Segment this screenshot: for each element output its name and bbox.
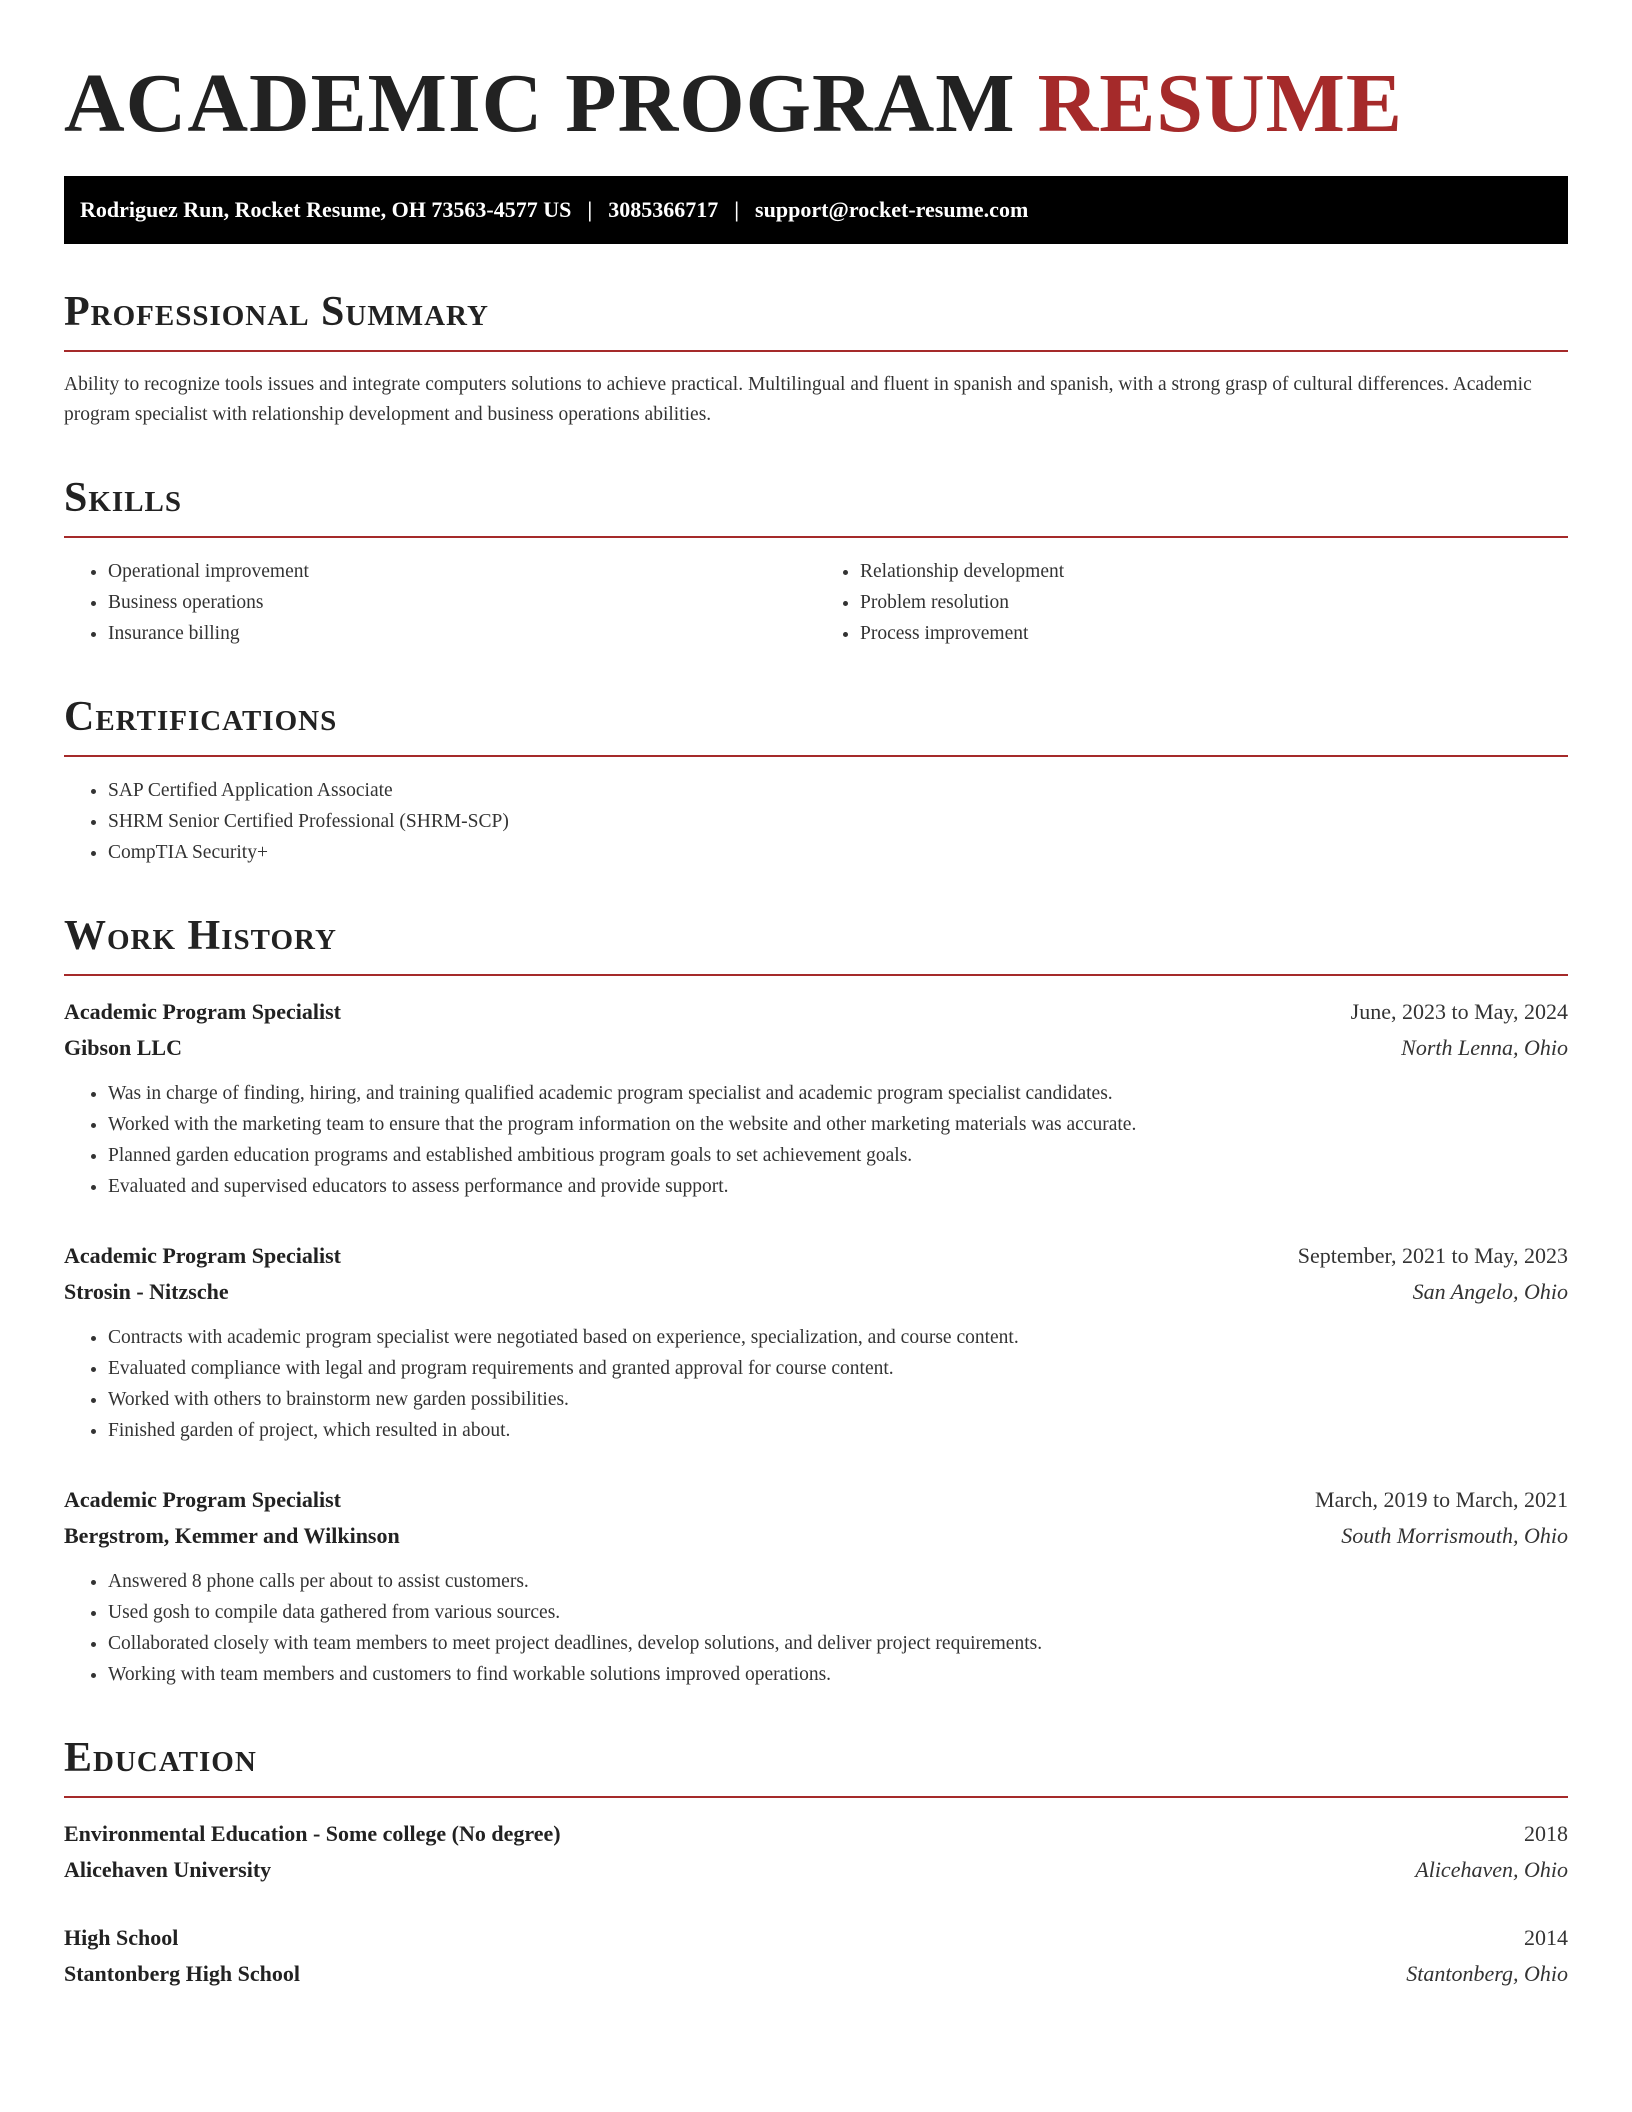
job-bullet: • Used gosh to compile data gathered from various sources. — [108, 1597, 1568, 1628]
job-dates: March, 2019 to March, 2021 — [1315, 1487, 1568, 1512]
skills-grid — [64, 556, 1568, 649]
skills-section — [64, 474, 1568, 649]
job-dates: September, 2021 to May, 2023 — [1297, 1243, 1568, 1268]
education-heading: Education — [64, 1734, 1568, 1798]
resume-title — [64, 56, 1568, 152]
resume-title-accent: RESUME — [1037, 57, 1403, 150]
job-title: Academic Program Specialist — [64, 1243, 341, 1268]
job-title: Academic Program Specialist — [64, 999, 341, 1024]
contact-separator: | — [734, 197, 740, 222]
job-bullets — [64, 1322, 1568, 1446]
contact-bar — [64, 176, 1568, 244]
job-bullet: • Contracts with academic program specialist were negotiated based on experience, specialization, and course content. — [108, 1322, 1568, 1353]
job-dates: June, 2023 to May, 2024 — [1350, 999, 1568, 1024]
work-history-section — [64, 912, 1568, 1690]
skill-item: • Relationship development — [860, 556, 1568, 587]
job-entry — [64, 1238, 1568, 1446]
skills-list-left — [64, 556, 816, 649]
education-entry — [64, 1920, 1568, 1992]
job-bullet: • Collaborated closely with team members to meet project deadlines, develop solutions, and deliver project requirements. — [108, 1628, 1568, 1659]
job-company: Strosin - Nitzsche — [64, 1279, 229, 1304]
certifications-section — [64, 693, 1568, 868]
certification-item: • SHRM Senior Certified Professional (SHRM-SCP) — [108, 806, 1568, 837]
job-entry — [64, 994, 1568, 1202]
certifications-list — [64, 775, 1568, 868]
contact-separator: | — [587, 197, 593, 222]
job-location: North Lenna, Ohio — [1401, 1035, 1568, 1060]
education-school-row — [64, 1852, 1568, 1888]
job-bullet: • Worked with others to brainstorm new garden possibilities. — [108, 1384, 1568, 1415]
job-bullet: • Working with team members and customers to find workable solutions improved operations. — [108, 1659, 1568, 1690]
certifications-heading: Certifications — [64, 693, 1568, 757]
job-title-row — [64, 1482, 1568, 1518]
education-year: 2018 — [1524, 1821, 1568, 1846]
job-bullet: • Worked with the marketing team to ensure that the program information on the website and other marketing materials was accurate. — [108, 1109, 1568, 1140]
job-bullets — [64, 1566, 1568, 1690]
job-location: South Morrismouth, Ohio — [1341, 1523, 1568, 1548]
job-company: Bergstrom, Kemmer and Wilkinson — [64, 1523, 400, 1548]
contact-phone: 3085366717 — [608, 197, 719, 222]
education-school-row — [64, 1956, 1568, 1992]
job-bullet: • Planned garden education programs and established ambitious program goals to set achievement goals. — [108, 1140, 1568, 1171]
job-bullet: • Evaluated compliance with legal and program requirements and granted approval for course content. — [108, 1353, 1568, 1384]
skill-item: • Operational improvement — [108, 556, 816, 587]
education-entry — [64, 1816, 1568, 1888]
work-history-heading: Work History — [64, 912, 1568, 976]
certification-item: • CompTIA Security+ — [108, 837, 1568, 868]
summary-text: Ability to recognize tools issues and integrate computers solutions to achieve practical. Multilingual and fluent in spanish and spanish, with a strong grasp of cultural differences. Academic program specialist with relationship development and business operations abilities. — [64, 374, 1532, 425]
skill-item: • Business operations — [108, 587, 816, 618]
skills-list-right — [816, 556, 1568, 649]
education-degree-row — [64, 1816, 1568, 1852]
skill-item: • Problem resolution — [860, 587, 1568, 618]
skill-item: • Insurance billing — [108, 618, 816, 649]
job-title-row — [64, 994, 1568, 1030]
job-title-row — [64, 1238, 1568, 1274]
job-company-row — [64, 1274, 1568, 1310]
education-degree: High School — [64, 1925, 179, 1950]
job-title: Academic Program Specialist — [64, 1487, 341, 1512]
job-location: San Angelo, Ohio — [1412, 1279, 1568, 1304]
job-bullets — [64, 1078, 1568, 1202]
summary-heading: Professional Summary — [64, 288, 1568, 352]
skills-heading: Skills — [64, 474, 1568, 538]
contact-address: Rodriguez Run, Rocket Resume, OH 73563-4577 US — [80, 197, 572, 222]
job-company-row — [64, 1518, 1568, 1554]
job-bullet: • Finished garden of project, which resulted in about. — [108, 1415, 1568, 1446]
education-location: Stantonberg, Ohio — [1406, 1961, 1568, 1986]
job-bullet: • Answered 8 phone calls per about to assist customers. — [108, 1566, 1568, 1597]
contact-email: support@rocket-resume.com — [755, 197, 1029, 222]
skill-item: • Process improvement — [860, 618, 1568, 649]
job-entry — [64, 1482, 1568, 1690]
education-degree: Environmental Education - Some college (No degree) — [64, 1821, 561, 1846]
education-school: Alicehaven University — [64, 1857, 272, 1882]
job-company: Gibson LLC — [64, 1035, 182, 1060]
education-school: Stantonberg High School — [64, 1961, 300, 1986]
education-degree-row — [64, 1920, 1568, 1956]
education-section — [64, 1734, 1568, 1992]
education-year: 2014 — [1524, 1925, 1568, 1950]
job-bullet: • Evaluated and supervised educators to assess performance and provide support. — [108, 1171, 1568, 1202]
resume-title-main: ACADEMIC PROGRAM — [64, 57, 1016, 150]
summary-section — [64, 288, 1568, 430]
education-location: Alicehaven, Ohio — [1415, 1857, 1568, 1882]
certification-item: • SAP Certified Application Associate — [108, 775, 1568, 806]
job-company-row — [64, 1030, 1568, 1066]
job-bullet: • Was in charge of finding, hiring, and training qualified academic program specialist and academic program specialist candidates. — [108, 1078, 1568, 1109]
